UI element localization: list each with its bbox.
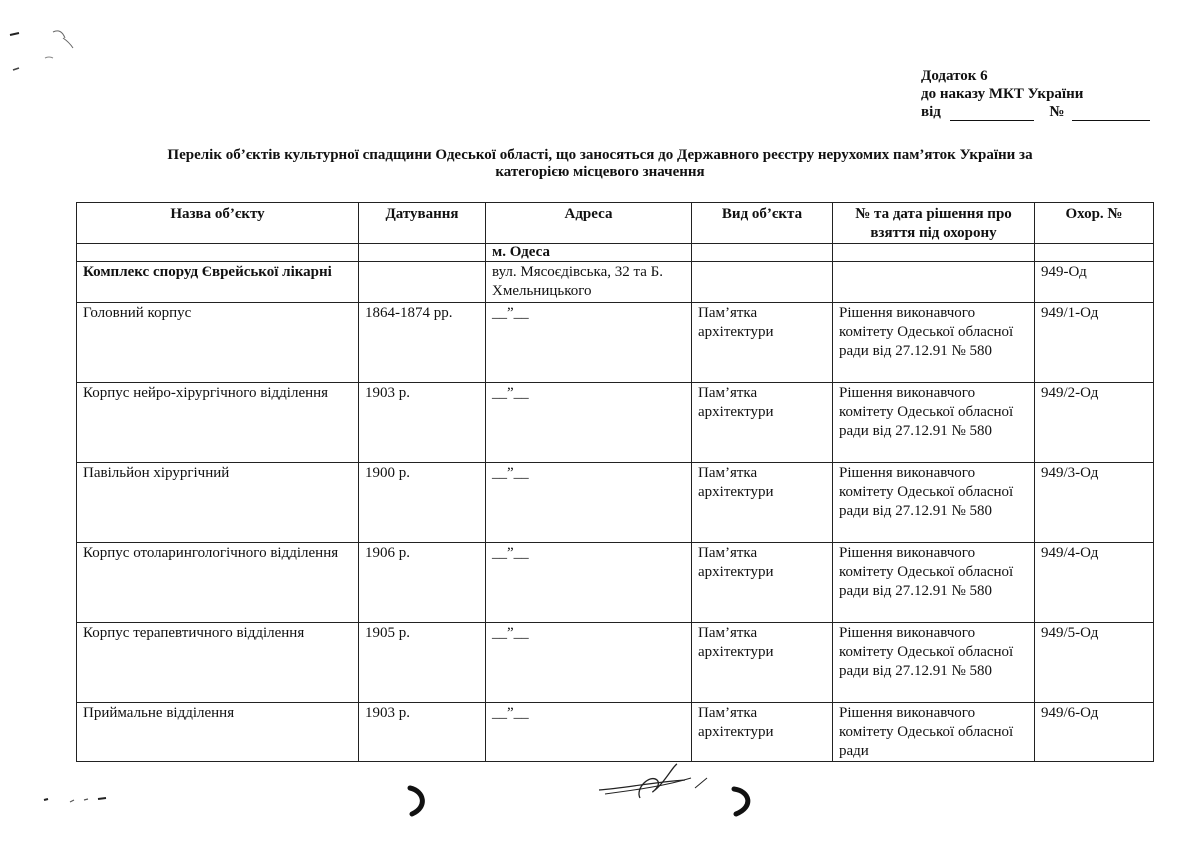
table-row <box>77 303 1154 383</box>
object-date: 1906 р. <box>359 543 486 623</box>
object-name: Корпус нейро-хірургічного відділення <box>77 383 359 463</box>
object-date: 1905 р. <box>359 623 486 703</box>
object-address: __”__ <box>486 703 692 762</box>
city-row <box>77 244 1154 262</box>
object-date: 1903 р. <box>359 383 486 463</box>
object-date: 1864-1874 рр. <box>359 303 486 383</box>
object-decision: Рішення виконавчого комітету Одеської обласної ради від 27.12.91 № 580 <box>833 543 1035 623</box>
object-type: Пам’ятка архітектури <box>692 383 833 463</box>
order-date-prefix: від <box>921 104 941 120</box>
object-name: Корпус терапевтичного відділення <box>77 623 359 703</box>
object-decision: Рішення виконавчого комітету Одеської обласної ради від 27.12.91 № 580 <box>833 303 1035 383</box>
object-type: Пам’ятка архітектури <box>692 303 833 383</box>
object-type: Пам’ятка архітектури <box>692 463 833 543</box>
object-decision: Рішення виконавчого комітету Одеської обласної ради від 27.12.91 № 580 <box>833 383 1035 463</box>
object-type: Пам’ятка архітектури <box>692 703 833 762</box>
object-name: Приймальне відділення <box>77 703 359 762</box>
order-reference: до наказу МКТ України <box>921 86 1084 102</box>
object-address: __”__ <box>486 623 692 703</box>
object-decision: Рішення виконавчого комітету Одеської обласної ради від 27.12.91 № 580 <box>833 623 1035 703</box>
object-type: Пам’ятка архітектури <box>692 623 833 703</box>
complex-name: Комплекс споруд Єврейської лікарні <box>77 262 359 303</box>
date-blank <box>950 106 1034 121</box>
object-number: 949/2-Од <box>1035 383 1154 463</box>
object-address: __”__ <box>486 463 692 543</box>
table-row <box>77 703 1154 762</box>
scan-specks-bottom <box>40 790 120 810</box>
object-type: Пам’ятка архітектури <box>692 543 833 623</box>
col-header-type: Вид об’єкта <box>692 203 833 244</box>
table-header-row <box>77 203 1154 244</box>
table-row <box>77 623 1154 703</box>
object-decision: Рішення виконавчого комітету Одеської обласної ради від 27.12.91 № 580 <box>833 463 1035 543</box>
object-address: __”__ <box>486 543 692 623</box>
punch-hole-right-mark <box>728 785 758 817</box>
object-name: Павільйон хірургічний <box>77 463 359 543</box>
order-date-line <box>921 103 1151 121</box>
object-number: 949/6-Од <box>1035 703 1154 762</box>
col-header-name: Назва об’єкту <box>77 203 359 244</box>
number-blank <box>1072 106 1150 121</box>
appendix-label: Додаток 6 <box>921 68 988 84</box>
table-row <box>77 383 1154 463</box>
col-header-date: Датування <box>359 203 486 244</box>
object-name: Головний корпус <box>77 303 359 383</box>
complex-number: 949-Од <box>1035 262 1154 303</box>
title-line-2: категорією місцевого значення <box>495 164 705 180</box>
object-decision: Рішення виконавчого комітету Одеської обласної ради <box>833 703 1035 762</box>
appendix-header <box>921 67 1151 121</box>
complex-row <box>77 262 1154 303</box>
col-header-decision: № та дата рішення про взяття під охорону <box>833 203 1035 244</box>
object-date: 1900 р. <box>359 463 486 543</box>
object-name: Корпус отоларингологічного відділення <box>77 543 359 623</box>
title-line-1: Перелік об’єктів культурної спадщини Одеської області, що заносяться до Державного реєстру нерухомих пам’яток України за <box>167 147 1033 163</box>
object-address: __”__ <box>486 383 692 463</box>
heritage-register-table <box>76 202 1154 762</box>
object-number: 949/5-Од <box>1035 623 1154 703</box>
object-number: 949/4-Од <box>1035 543 1154 623</box>
order-number-sign: № <box>1049 104 1065 120</box>
city-name: м. Одеса <box>486 244 692 262</box>
table-row <box>77 463 1154 543</box>
object-number: 949/1-Од <box>1035 303 1154 383</box>
complex-address: вул. Мясоєдівська, 32 та Б. Хмельницького <box>486 262 692 303</box>
scan-specks-top <box>5 20 85 80</box>
signature <box>595 760 715 805</box>
col-header-protection-number: Охор. № <box>1035 203 1154 244</box>
table-row <box>77 543 1154 623</box>
object-date: 1903 р. <box>359 703 486 762</box>
punch-hole-left-mark <box>402 785 432 817</box>
col-header-address: Адреса <box>486 203 692 244</box>
object-number: 949/3-Од <box>1035 463 1154 543</box>
object-address: __”__ <box>486 303 692 383</box>
document-title <box>60 147 1140 181</box>
